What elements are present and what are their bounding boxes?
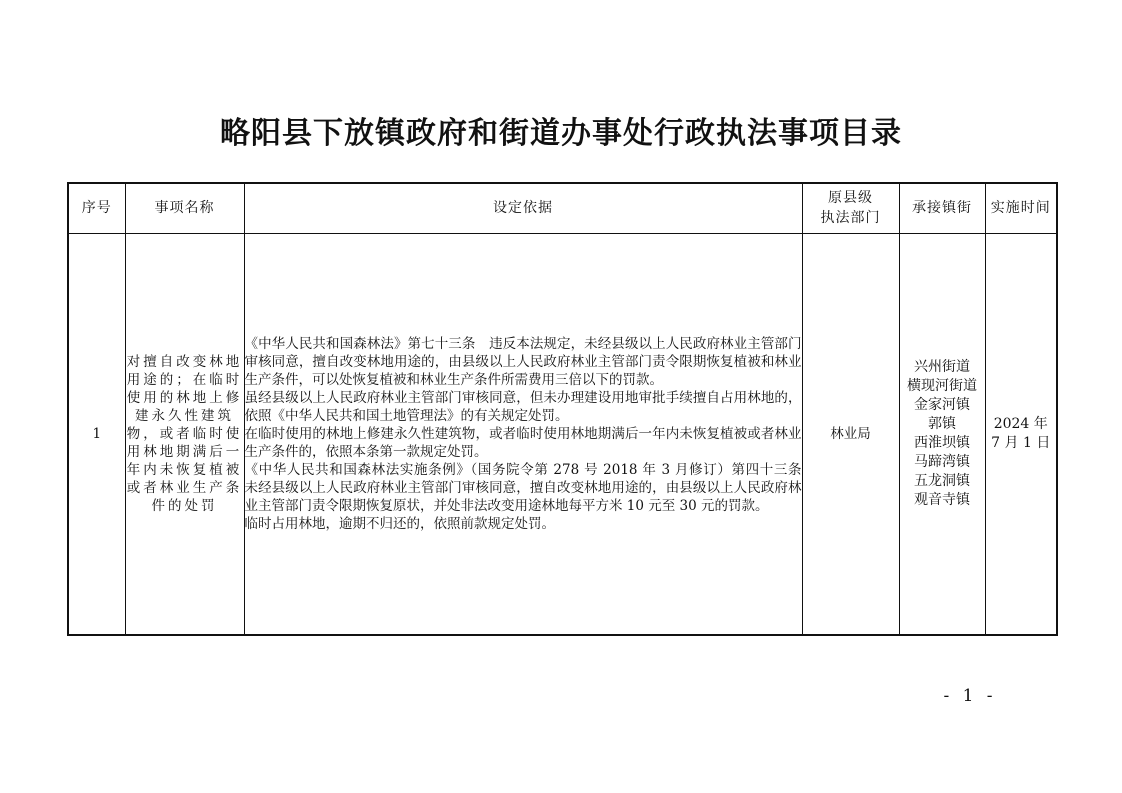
time-year: 2024 年 [993,415,1048,432]
time-date: 7 月 1 日 [991,434,1051,451]
header-name: 事项名称 [125,183,244,233]
header-towns: 承接镇街 [899,183,985,233]
town-item: 兴州街道 [914,358,970,375]
town-item: 西淮坝镇 [914,434,970,451]
table-row [68,233,1057,635]
town-item: 金家河镇 [914,396,970,413]
town-item: 马蹄湾镇 [914,453,970,470]
town-item: 横现河街道 [907,377,977,394]
basis-paragraph: 虽经县级以上人民政府林业主管部门审核同意，但未办理建设用地审批手续擅自占用林地的，依照《中华人民共和国土地管理法》的有关规定处罚。 [244,389,802,424]
town-item: 郭镇 [928,415,956,432]
header-seq: 序号 [68,183,125,233]
page-number: - 1 - [943,686,997,706]
town-item: 五龙洞镇 [914,472,970,489]
header-department-line1: 原县级 [828,190,873,207]
document-title: 略阳县下放镇政府和街道办事处行政执法事项目录 [220,116,902,151]
header-department [802,183,899,233]
row-department: 林业局 [802,233,899,635]
row-item-name: 对擅自改变林地用途的；在临时使用的林地上修建永久性建筑物，或者临时使用林地期满后一年内未恢复植被或者林业生产条件的处罚 [125,233,244,635]
row-seq: 1 [68,233,125,635]
town-item: 观音寺镇 [914,491,970,508]
header-department-line2: 执法部门 [820,210,881,227]
row-basis [244,233,815,635]
basis-paragraph: 在临时使用的林地上修建永久性建筑物，或者临时使用林地期满后一年内未恢复植被或者林业生产条件的，依照本条第一款规定处罚。 [244,425,802,460]
header-basis: 设定依据 [244,183,802,233]
table-header-row [68,183,1057,233]
basis-paragraph: 《中华人民共和国森林法》第七十三条 违反本法规定，未经县级以上人民政府林业主管部门审核同意，擅自改变林地用途的，由县级以上人民政府林业主管部门责令限期恢复植被和林业生产条件，可以处恢复植被和林业生产条件所需费用三倍以下的罚款。 [244,335,802,388]
basis-paragraph: 临时占用林地，逾期不归还的，依照前款规定处罚。 [244,515,555,532]
row-implementation-time [985,233,1057,635]
basis-paragraph: 《中华人民共和国森林法实施条例》（国务院令第 278 号 2018 年 3 月修订）第四十三条 未经县级以上人民政府林业主管部门审核同意，擅自改变林地用途的，由县级以上人民政府林业主管部门责令限期恢复原状，并处非法改变用途林地每平方米 10 元至 30 元的罚款。 [244,461,815,514]
row-towns [899,233,985,635]
enforcement-items-table [67,182,1058,636]
header-time: 实施时间 [985,183,1057,233]
